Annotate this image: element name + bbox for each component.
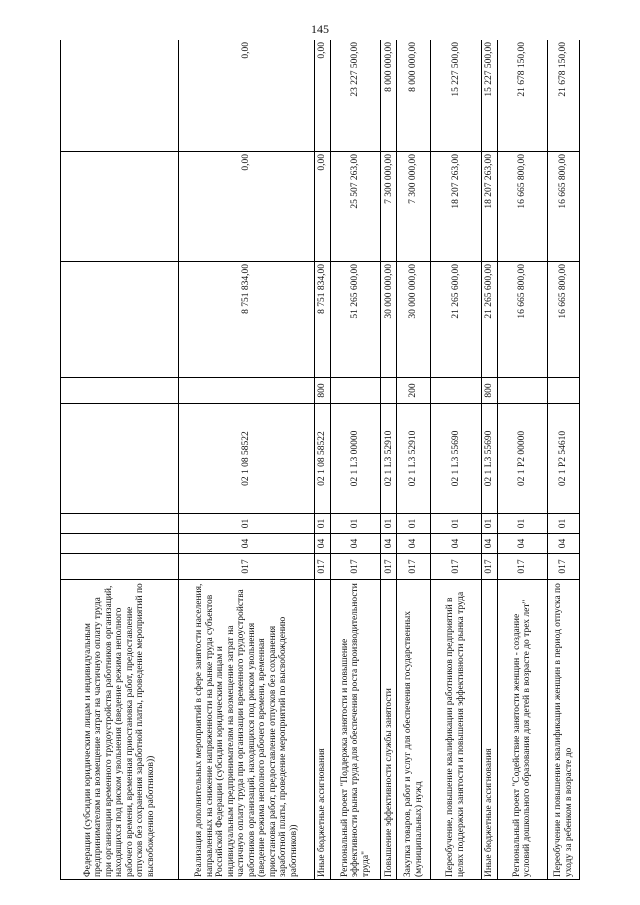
table-cell-value-3: 23 227 500,00 bbox=[330, 40, 381, 152]
table-row bbox=[397, 40, 431, 880]
table-cell-value-2 bbox=[61, 152, 179, 262]
table-cell-ved: 017 bbox=[548, 554, 580, 580]
table-cell-value-1: 30 000 000,00 bbox=[397, 262, 431, 378]
table-cell-rz bbox=[61, 534, 179, 554]
table-cell-value-2: 18 207 263,00 bbox=[431, 152, 482, 262]
table-cell-name: Реализация дополнительных мероприятий в сфере занятости населения, направленных на снижение напряженности на рынке труда субъектов Российской Федерации (субсидии юридическим лицам и индивидуальным предпринимателям на возмещение затрат на частичную оплату труда при организации временного трудоустройства работников организаций, находящихся под риском увольнения (введение режима неполного рабочего времени, временная приостановка работ, предоставление отпусков без сохранения заработной платы, проведение мероприятий по высвобождению работников)) bbox=[179, 580, 314, 880]
table-cell-value-2: 25 507 263,00 bbox=[330, 152, 381, 262]
page-number: 145 bbox=[311, 22, 329, 36]
table-cell-value-1: 30 000 000,00 bbox=[381, 262, 397, 378]
table-cell-rz: 04 bbox=[381, 534, 397, 554]
table-cell-rz: 04 bbox=[481, 534, 497, 554]
table-cell-value-3: 21 678 150,00 bbox=[497, 40, 548, 152]
table-cell-rz: 04 bbox=[179, 534, 314, 554]
table-cell-name: Повышение эффективности службы занятости bbox=[381, 580, 397, 880]
table-cell-ved: 017 bbox=[431, 554, 482, 580]
table-cell-pr: 01 bbox=[330, 514, 381, 534]
table-cell-value-1: 8 751 834,00 bbox=[314, 262, 330, 378]
table-cell-value-3: 15 227 500,00 bbox=[431, 40, 482, 152]
table-cell-csr: 02 1 08 58522 bbox=[314, 404, 330, 514]
table-cell-rz: 04 bbox=[497, 534, 548, 554]
table-cell-pr: 01 bbox=[381, 514, 397, 534]
table-cell-csr bbox=[61, 404, 179, 514]
table-cell-pr: 01 bbox=[548, 514, 580, 534]
table-row bbox=[61, 40, 179, 880]
table-row bbox=[431, 40, 482, 880]
table-cell-value-3: 21 678 150,00 bbox=[548, 40, 580, 152]
table-cell-vr bbox=[330, 378, 381, 404]
table-cell-vr: 200 bbox=[397, 378, 431, 404]
table-cell-name: Федерации (субсидии юридическим лицам и индивидуальным предпринимателям на возмещение затрат на частичную оплату труда при организации временного трудоустройства работников организаций, находящихся под риском увольнения (введение режима неполного рабочего времени, временная приостановка работ, предоставление отпусков без сохранения заработной платы, проведение мероприятий по высвобождению работников)) bbox=[61, 580, 179, 880]
table-cell-ved: 017 bbox=[314, 554, 330, 580]
table-cell-csr: 02 1 P2 00000 bbox=[497, 404, 548, 514]
table-cell-name: Закупка товаров, работ и услуг для обеспечения государственных (муниципальных) нужд bbox=[397, 580, 431, 880]
table-cell-value-3: 15 227 500,00 bbox=[481, 40, 497, 152]
table-cell-value-1: 21 265 600,00 bbox=[431, 262, 482, 378]
table-cell-rz: 04 bbox=[397, 534, 431, 554]
table-cell-value-2: 16 665 800,00 bbox=[497, 152, 548, 262]
table-cell-value-3: 0,00 bbox=[179, 40, 314, 152]
table-cell-name: Иные бюджетные ассигнования bbox=[481, 580, 497, 880]
table-cell-value-2: 0,00 bbox=[179, 152, 314, 262]
table-cell-csr: 02 1 L3 55690 bbox=[431, 404, 482, 514]
table-cell-value-2: 7 300 000,00 bbox=[397, 152, 431, 262]
table-cell-value-3: 0,00 bbox=[314, 40, 330, 152]
table-cell-value-2: 18 207 263,00 bbox=[481, 152, 497, 262]
table-cell-pr: 01 bbox=[397, 514, 431, 534]
table-cell-ved: 017 bbox=[330, 554, 381, 580]
table-row bbox=[381, 40, 397, 880]
table-cell-value-1: 16 665 800,00 bbox=[548, 262, 580, 378]
table-cell-rz: 04 bbox=[330, 534, 381, 554]
table-cell-rz: 04 bbox=[314, 534, 330, 554]
rotated-table-wrapper bbox=[60, 40, 580, 880]
table-cell-name: Региональный проект "Поддержка занятости и повышение эффективности рынка труда для обеспечения роста производительности труда" bbox=[330, 580, 381, 880]
table-cell-ved: 017 bbox=[497, 554, 548, 580]
table-cell-vr bbox=[179, 378, 314, 404]
table-cell-ved: 017 bbox=[381, 554, 397, 580]
table-cell-value-1: 51 265 600,00 bbox=[330, 262, 381, 378]
table-cell-ved: 017 bbox=[397, 554, 431, 580]
table-cell-value-3: 8 000 000,00 bbox=[397, 40, 431, 152]
table-cell-name: Переобучение и повышение квалификации женщин в период отпуска по уходу за ребенком в возрасте до bbox=[548, 580, 580, 880]
table-cell-vr: 800 bbox=[314, 378, 330, 404]
table-cell-ved bbox=[61, 554, 179, 580]
table-row bbox=[548, 40, 580, 880]
table-cell-pr bbox=[61, 514, 179, 534]
table-cell-pr: 01 bbox=[481, 514, 497, 534]
table-cell-rz: 04 bbox=[548, 534, 580, 554]
table-cell-name: Региональный проект "Содействие занятости женщин - создание условий дошкольного образования для детей в возрасте до трех лет" bbox=[497, 580, 548, 880]
table-cell-csr: 02 1 L3 52910 bbox=[397, 404, 431, 514]
table-cell-csr: 02 1 L3 55690 bbox=[481, 404, 497, 514]
table-row bbox=[314, 40, 330, 880]
table-cell-name: Переобучение, повышение квалификации работников предприятий в целях поддержки занятости и повышения эффективности рынка труда bbox=[431, 580, 482, 880]
table-cell-csr: 02 1 L3 52910 bbox=[381, 404, 397, 514]
table-cell-name: Иные бюджетные ассигнования bbox=[314, 580, 330, 880]
table-cell-value-2: 0,00 bbox=[314, 152, 330, 262]
table-cell-csr: 02 1 08 58522 bbox=[179, 404, 314, 514]
table-cell-vr bbox=[61, 378, 179, 404]
table-cell-csr: 02 1 P2 54610 bbox=[548, 404, 580, 514]
table-cell-value-2: 7 300 000,00 bbox=[381, 152, 397, 262]
table-cell-vr: 800 bbox=[481, 378, 497, 404]
table-cell-vr bbox=[548, 378, 580, 404]
table-cell-value-1 bbox=[61, 262, 179, 378]
table-cell-value-3: 8 000 000,00 bbox=[381, 40, 397, 152]
table-cell-vr bbox=[497, 378, 548, 404]
table-row bbox=[497, 40, 548, 880]
table-cell-ved: 017 bbox=[481, 554, 497, 580]
table-row bbox=[179, 40, 314, 880]
table-cell-vr bbox=[431, 378, 482, 404]
table-cell-rz: 04 bbox=[431, 534, 482, 554]
table-cell-value-1: 16 665 800,00 bbox=[497, 262, 548, 378]
table-cell-value-1: 21 265 600,00 bbox=[481, 262, 497, 378]
table-cell-csr: 02 1 L3 00000 bbox=[330, 404, 381, 514]
rotated-table-container bbox=[60, 40, 580, 880]
table-cell-ved: 017 bbox=[179, 554, 314, 580]
table-body bbox=[61, 40, 580, 880]
table-cell-pr: 01 bbox=[179, 514, 314, 534]
table-cell-pr: 01 bbox=[497, 514, 548, 534]
table-cell-value-1: 8 751 834,00 bbox=[179, 262, 314, 378]
table-row bbox=[481, 40, 497, 880]
table-cell-pr: 01 bbox=[314, 514, 330, 534]
table-cell-vr bbox=[381, 378, 397, 404]
table-row bbox=[330, 40, 381, 880]
budget-table bbox=[60, 40, 580, 880]
table-cell-value-3 bbox=[61, 40, 179, 152]
table-cell-pr: 01 bbox=[431, 514, 482, 534]
table-cell-value-2: 16 665 800,00 bbox=[548, 152, 580, 262]
